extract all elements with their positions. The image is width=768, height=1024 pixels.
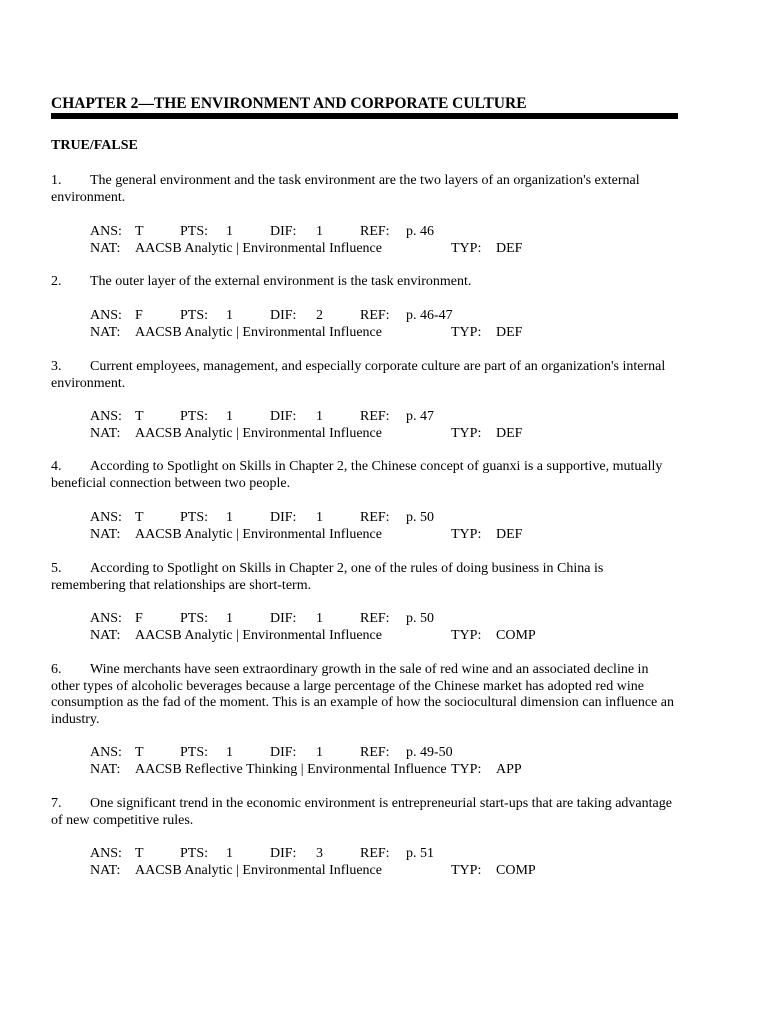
ref-value: p. 50 [406,510,434,525]
ans-label: ANS: [90,510,122,525]
typ-label: TYP: [451,324,482,340]
question-text [51,796,678,829]
question-number: 4. [51,459,62,474]
question-body: Wine merchants have seen extraordinary growth in the sale of red wine and an associated decline in other types of alcoholic beverages because a large percentage of the Chinese market has adopted red wine consumption as the fad of the moment. This is an example of how the sociocultural dimension can influence an industry. [51,662,674,727]
typ-value: DEF [496,425,523,441]
question-text [51,561,678,594]
answer-meta [90,409,680,442]
ref-label: REF: [360,611,390,626]
ans-value: T [135,846,144,861]
answer-meta [90,224,680,257]
question-number: 7. [51,796,62,811]
question-body: Current employees, management, and especially corporate culture are part of an organization's internal environment. [51,359,666,391]
typ-label: TYP: [451,526,482,542]
dif-value: 1 [316,224,323,239]
pts-value: 1 [226,224,233,239]
ans-value: F [135,308,143,323]
answer-row [90,846,680,863]
question-number: 6. [51,662,62,677]
answer-row [90,611,680,628]
ref-value: p. 47 [406,409,434,424]
nat-value: AACSB Analytic | Environmental Influence [135,526,382,542]
nat-label: NAT: [90,324,121,340]
question-text [51,459,678,492]
question-number: 2. [51,274,62,289]
typ-label: TYP: [451,627,482,643]
typ-value: DEF [496,240,523,256]
question-body: One significant trend in the economic environment is entrepreneurial start-ups that are taking advantage of new competitive rules. [51,796,672,828]
answer-row [90,510,680,527]
ref-value: p. 49-50 [406,745,453,760]
nat-value: AACSB Analytic | Environmental Influence [135,240,382,256]
typ-label: TYP: [451,240,482,256]
nat-value: AACSB Reflective Thinking | Environmental Influence [135,761,447,777]
pts-value: 1 [226,846,233,861]
question-text [51,359,678,392]
pts-value: 1 [226,409,233,424]
answer-meta [90,611,680,644]
question-body: The outer layer of the external environment is the task environment. [90,274,472,289]
ref-label: REF: [360,224,390,239]
typ-value: COMP [496,862,536,878]
nat-label: NAT: [90,425,121,441]
dif-value: 3 [316,846,323,861]
typ-value: APP [496,761,522,777]
ans-label: ANS: [90,224,122,239]
answer-row [90,745,680,762]
typ-label: TYP: [451,761,482,777]
nat-row [90,762,680,779]
pts-label: PTS: [180,308,209,323]
pts-label: PTS: [180,745,209,760]
dif-label: DIF: [270,611,297,626]
answer-row [90,224,680,241]
question-body: According to Spotlight on Skills in Chapter 2, the Chinese concept of guanxi is a supportive, mutually beneficial connection between two people. [51,459,663,491]
typ-label: TYP: [451,862,482,878]
chapter-title: CHAPTER 2—THE ENVIRONMENT AND CORPORATE CULTURE [51,95,527,112]
dif-value: 1 [316,611,323,626]
nat-label: NAT: [90,240,121,256]
nat-row [90,628,680,645]
ans-value: T [135,224,144,239]
question-number: 5. [51,561,62,576]
ans-value: T [135,510,144,525]
nat-value: AACSB Analytic | Environmental Influence [135,862,382,878]
nat-value: AACSB Analytic | Environmental Influence [135,324,382,340]
pts-label: PTS: [180,611,209,626]
answer-meta [90,510,680,543]
pts-value: 1 [226,745,233,760]
typ-value: COMP [496,627,536,643]
ans-label: ANS: [90,745,122,760]
answer-meta [90,846,680,879]
answer-meta [90,745,680,778]
ans-value: T [135,745,144,760]
ans-label: ANS: [90,308,122,323]
pts-label: PTS: [180,224,209,239]
question-number: 1. [51,173,62,188]
ref-value: p. 51 [406,846,434,861]
typ-label: TYP: [451,425,482,441]
answer-row [90,308,680,325]
dif-label: DIF: [270,409,297,424]
nat-label: NAT: [90,862,121,878]
dif-label: DIF: [270,224,297,239]
ref-value: p. 46-47 [406,308,453,323]
ref-value: p. 46 [406,224,434,239]
pts-value: 1 [226,510,233,525]
ref-label: REF: [360,308,390,323]
dif-value: 1 [316,510,323,525]
typ-value: DEF [496,526,523,542]
nat-row [90,241,680,258]
nat-row [90,325,680,342]
pts-label: PTS: [180,409,209,424]
ref-label: REF: [360,409,390,424]
ref-value: p. 50 [406,611,434,626]
ans-label: ANS: [90,846,122,861]
question-text [51,662,678,728]
nat-value: AACSB Analytic | Environmental Influence [135,425,382,441]
typ-value: DEF [496,324,523,340]
pts-label: PTS: [180,510,209,525]
title-rule [51,113,678,119]
ans-value: T [135,409,144,424]
pts-label: PTS: [180,846,209,861]
question-number: 3. [51,359,62,374]
question-text [51,173,678,206]
dif-value: 1 [316,409,323,424]
dif-label: DIF: [270,308,297,323]
ans-label: ANS: [90,409,122,424]
dif-value: 2 [316,308,323,323]
dif-label: DIF: [270,510,297,525]
ref-label: REF: [360,745,390,760]
dif-label: DIF: [270,846,297,861]
dif-value: 1 [316,745,323,760]
nat-row [90,426,680,443]
nat-label: NAT: [90,761,121,777]
pts-value: 1 [226,308,233,323]
nat-row [90,527,680,544]
nat-value: AACSB Analytic | Environmental Influence [135,627,382,643]
ans-label: ANS: [90,611,122,626]
question-text [51,274,678,291]
question-body: The general environment and the task environment are the two layers of an organization's external environment. [51,173,640,205]
nat-row [90,863,680,880]
ref-label: REF: [360,846,390,861]
nat-label: NAT: [90,526,121,542]
question-body: According to Spotlight on Skills in Chapter 2, one of the rules of doing business in China is remembering that relationships are short-term. [51,561,604,593]
nat-label: NAT: [90,627,121,643]
ans-value: F [135,611,143,626]
answer-meta [90,308,680,341]
section-heading: TRUE/FALSE [51,138,138,153]
ref-label: REF: [360,510,390,525]
answer-row [90,409,680,426]
dif-label: DIF: [270,745,297,760]
pts-value: 1 [226,611,233,626]
